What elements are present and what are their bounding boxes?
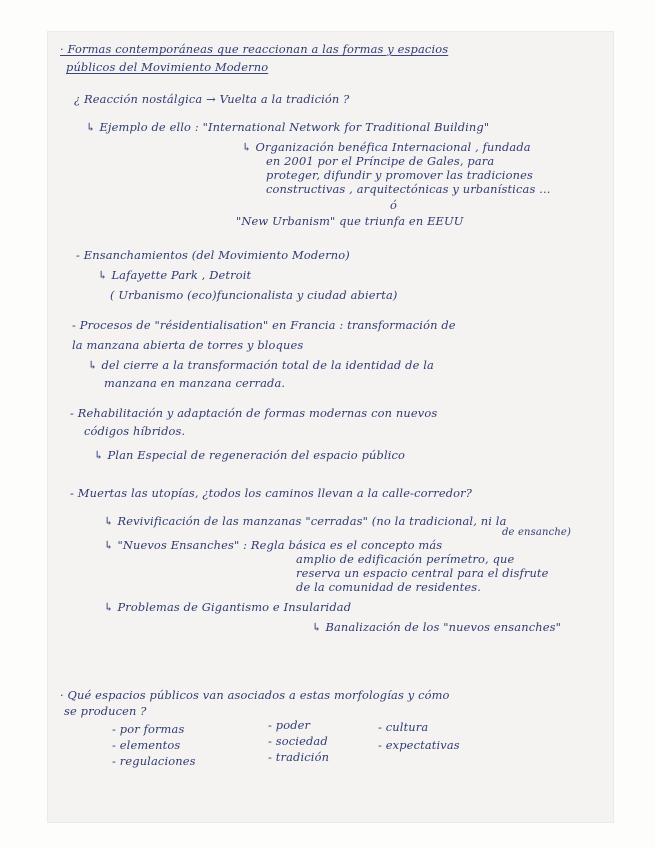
org-line-1: ↳ Organización benéfica Internacional , fundada — [242, 140, 531, 154]
list-col2-item-3: - tradición — [268, 750, 330, 764]
org-line-4: constructivas , arquitectónicas y urbanísticas ... — [266, 182, 551, 196]
revivificacion-line: ↳ Revivificación de las manzanas "cerradas" (no la tradicional, ni la — [104, 514, 507, 528]
question-nostalgia: ¿ Reacción nostálgica → Vuelta a la tradición ? — [74, 92, 350, 106]
ensanche-note: de ensanche) — [502, 527, 572, 538]
list-col1-item-1: - por formas — [112, 722, 185, 736]
list-col2-item-1: - poder — [268, 718, 311, 732]
or-marker: ó — [390, 198, 398, 212]
question-line-2: se producen ? — [64, 704, 147, 718]
question-line-1: · Qué espacios públicos van asociados a estas morfologías y cómo — [60, 688, 450, 702]
new-urbanism-line: "New Urbanism" que triunfa en EEUU — [236, 214, 464, 228]
utopias-line: - Muertas las utopías, ¿todos los caminos llevan a la calle-corredor? — [70, 486, 473, 500]
nuevos-ensanches-line-3: reserva un espacio central para el disfrute — [296, 566, 549, 580]
plan-especial-line: ↳ Plan Especial de regeneración del espacio público — [94, 448, 406, 462]
example-line: ↳ Ejemplo de ello : "International Network for Traditional Building" — [86, 120, 490, 134]
list-col1-item-2: - elementos — [112, 738, 181, 752]
cierre-line-2: manzana en manzana cerrada. — [104, 376, 286, 390]
org-line-3: proteger, difundir y promover las tradiciones — [266, 168, 533, 182]
rehabilitacion-line-1: - Rehabilitación y adaptación de formas modernas con nuevos — [70, 406, 438, 420]
urbanismo-line: ( Urbanismo (eco)funcionalista y ciudad abierta) — [110, 288, 398, 302]
nuevos-ensanches-line-4: de la comunidad de residentes. — [296, 580, 482, 594]
cierre-line-1: ↳ del cierre a la transformación total de la identidad de la — [88, 358, 434, 372]
nuevos-ensanches-line-1: ↳ "Nuevos Ensanches" : Regla básica es el concepto más — [104, 538, 443, 552]
procesos-line-1: - Procesos de "résidentialisation" en Francia : transformación de — [72, 318, 456, 332]
ensanchamientos-line: - Ensanchamientos (del Movimiento Moderno) — [76, 248, 350, 262]
lafayette-line: ↳ Lafayette Park , Detroit — [98, 268, 252, 282]
nuevos-ensanches-line-2: amplio de edificación perímetro, que — [296, 552, 515, 566]
list-col3-item-2: - expectativas — [378, 738, 460, 752]
heading-text-2: públicos del Movimiento Moderno — [66, 60, 269, 74]
heading-line-2 — [66, 60, 268, 74]
gigantismo-line: ↳ Problemas de Gigantismo e Insularidad — [104, 600, 352, 614]
org-line-2: en 2001 por el Príncipe de Gales, para — [266, 154, 495, 168]
rehabilitacion-line-2: códigos híbridos. — [84, 424, 186, 438]
banalizacion-line: ↳ Banalización de los "nuevos ensanches" — [312, 620, 561, 634]
heading-line-1 — [60, 42, 448, 56]
list-col2-item-2: - sociedad — [268, 734, 328, 748]
list-col1-item-3: - regulaciones — [112, 754, 196, 768]
heading-text-1: · Formas contemporáneas que reaccionan a las formas y espacios — [60, 42, 449, 56]
procesos-line-2: la manzana abierta de torres y bloques — [72, 338, 304, 352]
list-col3-item-1: - cultura — [378, 720, 429, 734]
